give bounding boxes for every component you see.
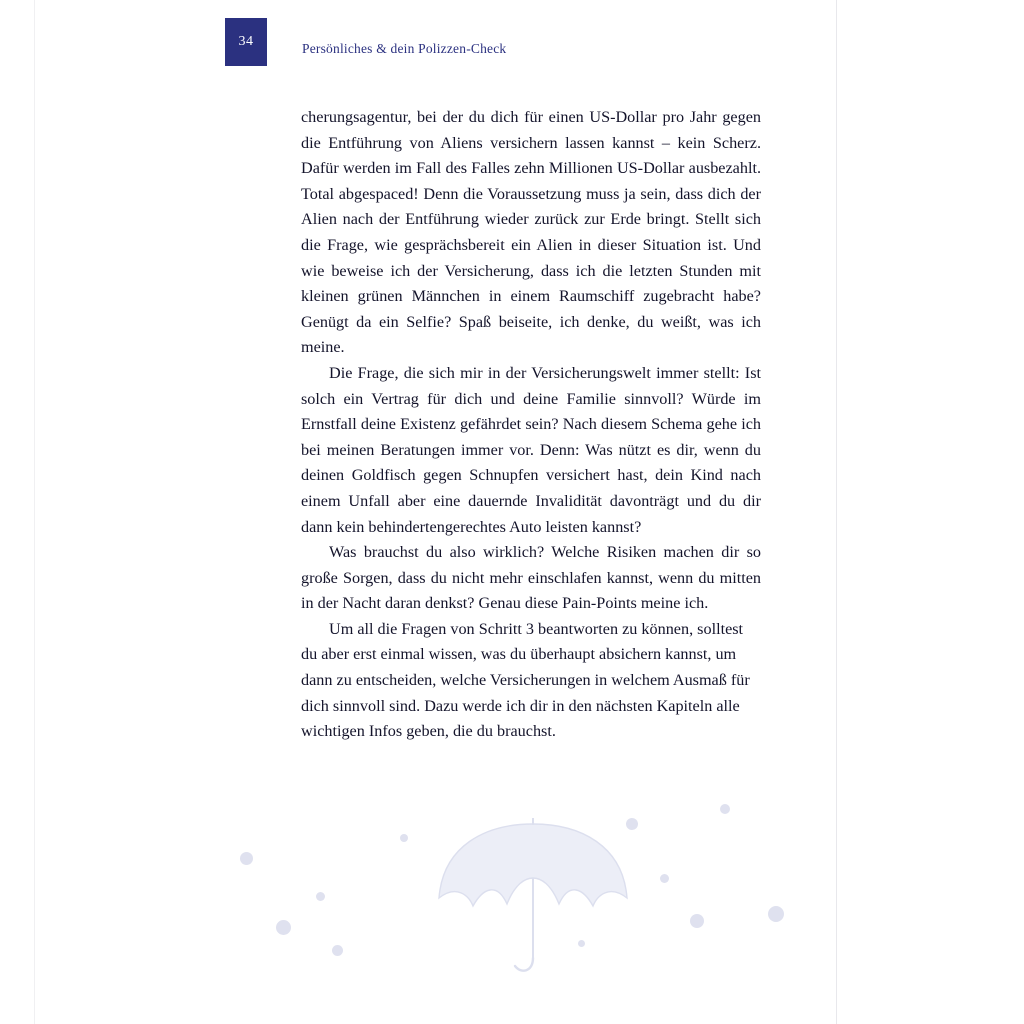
raindrop-dot: [240, 852, 253, 865]
raindrop-dot: [400, 834, 408, 842]
paragraph: cherungsagentur, bei der du dich für einen US-Dollar pro Jahr gegen die Entführung von Aliens versichern lassen kannst – kein Scherz. Dafür werden im Fall des Falles zehn Millionen US-Dollar ausbezahlt. Total abgespaced! Denn die Voraussetzung muss ja sein, dass dich der Alien nach der Entführung wieder zurück zur Erde bringt. Stellt sich die Frage, wie gesprächsbereit ein Alien in dieser Situation ist. Und wie beweise ich der Versicherung, dass ich die letzten Stunden mit kleinen grünen Männchen in einem Raumschiff zugebracht habe? Genügt da ein Selfie? Spaß beiseite, ich denke, du weißt, was ich meine.: [301, 108, 761, 357]
body-text: [301, 105, 761, 745]
page-number-badge: [225, 18, 267, 66]
raindrop-dot: [720, 804, 730, 814]
raindrop-dot: [276, 920, 291, 935]
paragraph: Was brauchst du also wirklich? Welche Risiken machen dir so große Sorgen, dass du nicht mehr einschlafen kannst, wenn du mitten in der Nacht daran denkst? Genau diese Pain-Points meine ich.: [301, 543, 761, 613]
page-edge-left: [34, 0, 35, 1024]
raindrop-dot: [332, 945, 343, 956]
paragraph: Um all die Fragen von Schritt 3 beantworten zu können, solltest du aber erst einmal wissen, was du überhaupt absichern kannst, um dann zu entscheiden, welche Versicherungen in welchem Ausmaß für dich sinnvoll sind. Dazu werde ich dir in den nächsten Kapiteln alle wichtigen Infos geben, die du brauchst.: [301, 619, 750, 741]
running-head: Persönliches & dein Polizzen-Check: [302, 41, 507, 56]
paragraph: Die Frage, die sich mir in der Versicherungswelt immer stellt: Ist solch ein Vertrag für dich und deine Familie sinnvoll? Würde im Ernstfall deine Existenz gefährdet sein? Nach diesem Schema gehe ich bei meinen Beratungen immer vor. Denn: Was nützt es dir, wenn du deinen Goldfisch gegen Schnupfen versichert hast, dein Kind nach einem Unfall aber eine dauernde Invalidität davonträgt und du dir dann kein behindertengerechtes Auto leisten kannst?: [301, 363, 761, 536]
raindrop-dot: [316, 892, 325, 901]
umbrella-icon: [433, 818, 633, 983]
decorative-illustration: [228, 790, 808, 990]
raindrop-dot: [768, 906, 784, 922]
raindrop-dot: [690, 914, 704, 928]
page-edge-right: [836, 0, 837, 1024]
page-number: 34: [238, 34, 254, 49]
raindrop-dot: [660, 874, 669, 883]
